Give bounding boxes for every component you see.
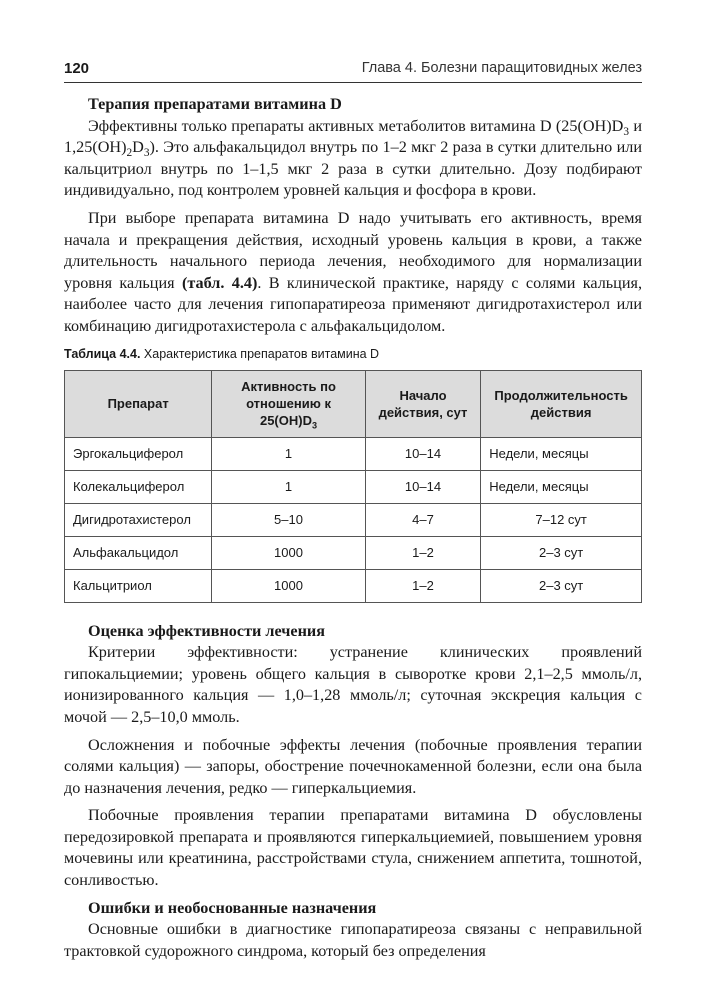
page-number: 120 [64,60,90,77]
table-reference: (табл. 4.4) [181,273,258,292]
cell-drug: Дигидротахистерол [65,503,212,536]
cell-duration: Недели, месяцы [481,470,642,503]
col-header-activity: Активность по отношению к $25(OH)D_3$ [212,370,365,437]
section-heading-effectiveness: Оценка эффективности лечения [88,621,326,640]
cell-drug: Эргокальциферол [65,437,212,470]
table-row [65,503,642,536]
table-caption: Таблица 4.4. Характеристика препаратов витамина D [64,346,380,361]
cell-onset: 10–14 [365,470,481,503]
paragraph: Эффективны только препараты активных метаболитов витамина D ($25(OH)D_3$ и $1,25(OH)_2D_3$). Это альфакальцидол внутрь по 1–2 мкг 2 раза в сутки длительно или кальцитриол внутрь по 1–1,5 мкг 2 раза в сутки длительно. Дозу подбирают индивидуально, под контролем уровней кальция и фосфора в крови. [64,116,642,200]
cell-duration: 7–12 сут [481,503,642,536]
col-header-onset: Начало действия, сут [365,370,481,437]
col-header-duration: Продолжительность действия [481,370,642,437]
cell-drug: Кальцитриол [65,569,212,602]
table-row [65,437,642,470]
section-heading-vitamin-d-therapy: Терапия препаратами витамина D [88,95,342,113]
table-row [65,536,642,569]
vitamin-d-table [64,370,642,603]
col-header-drug: Препарат [65,370,212,437]
cell-activity: 1000 [212,569,365,602]
cell-activity: 1000 [212,536,365,569]
cell-activity: 1 [212,470,365,503]
paragraph: При выборе препарата витамина D надо учитывать его активность, время начала и прекращения действия, исходный уровень кальция в крови, а также длительность начального периода лечения, необходимого для нормализации уровня кальция (табл. 4.4). В клинической практике, наряду с солями кальция, наиболее часто для лечения гипопаратиреоза применяют дигидротахистерол или комбинацию дигидротахистерола с альфакальцидолом. [64,208,642,335]
cell-onset: 10–14 [365,437,481,470]
paragraph: Критерии эффективности: устранение клинических проявлений гипокальциемии; уровень общего кальция в сыворотке крови 2,1–2,5 ммоль/л, ионизированного кальция — 1,0–1,28 ммоль/л; суточная экскреция кальция с мочой — 2,5–10,0 ммоль. [64,643,642,726]
cell-drug: Альфакальцидол [65,536,212,569]
paragraph: Осложнения и побочные эффекты лечения (побочные проявления терапии солями кальция) — запоры, обострение почечнокаменной болезни, если она была до назначения лечения, редко — гиперкальциемия. [64,735,642,797]
cell-onset: 4–7 [365,503,481,536]
cell-drug: Колекальциферол [65,470,212,503]
running-header [64,58,642,83]
cell-onset: 1–2 [365,536,481,569]
page-content [64,94,642,968]
cell-onset: 1–2 [365,569,481,602]
table-row [65,569,642,602]
table-header-row [65,370,642,437]
section-heading-errors: Ошибки и необоснованные назначения [88,898,377,917]
cell-duration: Недели, месяцы [481,437,642,470]
table-row [65,470,642,503]
cell-activity: 1 [212,437,365,470]
cell-activity: 5–10 [212,503,365,536]
cell-duration: 2–3 сут [481,536,642,569]
paragraph: Побочные проявления терапии препаратами витамина D обусловлены передозировкой препарата и проявляются гиперкальциемией, повышением уровня мочевины или креатинина, расстройствами стула, снижением аппетита, тошнотой, сонливостью. [64,806,642,890]
cell-duration: 2–3 сут [481,569,642,602]
chapter-title: Глава 4. Болезни паращитовидных желез [361,60,642,76]
paragraph: Основные ошибки в диагностике гипопаратиреоза связаны с неправильной трактовкой судорожного синдрома, который без определения [64,920,642,960]
